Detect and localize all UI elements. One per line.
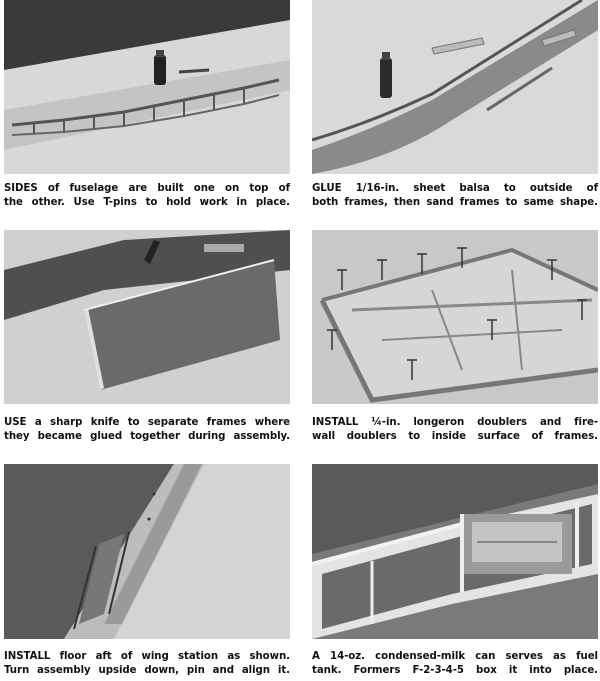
photo-separating-frames — [4, 230, 290, 404]
caption-line-1: of fuselage are built one on top of — [37, 183, 290, 194]
caption-line-1: 1/16-in. sheet balsa to outside of — [341, 183, 598, 194]
caption-lead: USE — [4, 417, 27, 428]
caption-install-doublers — [312, 416, 598, 444]
caption-line-2: the other. Use T-pins to hold work in place. — [4, 197, 290, 208]
caption-fuel-tank — [312, 650, 598, 678]
photo-floor-installation — [4, 464, 290, 639]
caption-lead: INSTALL — [312, 417, 359, 428]
panel-install-floor — [4, 464, 290, 681]
panel-use-knife — [4, 230, 290, 450]
caption-line-2: both frames, then sand frames to same shape. — [312, 197, 598, 208]
photo-balsa-sheeting — [312, 0, 598, 174]
caption-line-1: a sharp knife to separate frames where — [26, 417, 290, 428]
caption-lead: SIDES — [4, 183, 38, 194]
panel-fuel-tank — [312, 464, 598, 681]
photo-longeron-doublers — [312, 230, 598, 404]
caption-glue — [312, 182, 598, 210]
caption-install-floor — [4, 650, 290, 678]
photo-fuel-tank-in-fuselage — [312, 464, 598, 639]
caption-lead: A — [312, 651, 320, 662]
caption-line-1: floor aft of wing station as shown. — [50, 651, 290, 662]
photo-fuselage-sides-on-board — [4, 0, 290, 174]
caption-use-knife — [4, 416, 290, 444]
caption-line-2: Turn assembly upside down, pin and align it. — [4, 665, 290, 676]
caption-line-2: wall doublers to inside surface of frames. — [312, 431, 598, 442]
panel-install-doublers — [312, 230, 598, 450]
caption-lead: INSTALL — [4, 651, 51, 662]
caption-line-2: tank. Formers F-2-3-4-5 box it into place. — [312, 665, 598, 676]
caption-line-2: they became glued together during assembly. — [4, 431, 290, 442]
panel-sides — [4, 0, 290, 220]
caption-line-1: 14-oz. condensed-milk can serves as fuel — [319, 651, 598, 662]
caption-line-1: ¼-in. longeron doublers and fire- — [358, 417, 598, 428]
caption-sides — [4, 182, 290, 210]
caption-lead: GLUE — [312, 183, 342, 194]
panel-glue — [312, 0, 598, 220]
